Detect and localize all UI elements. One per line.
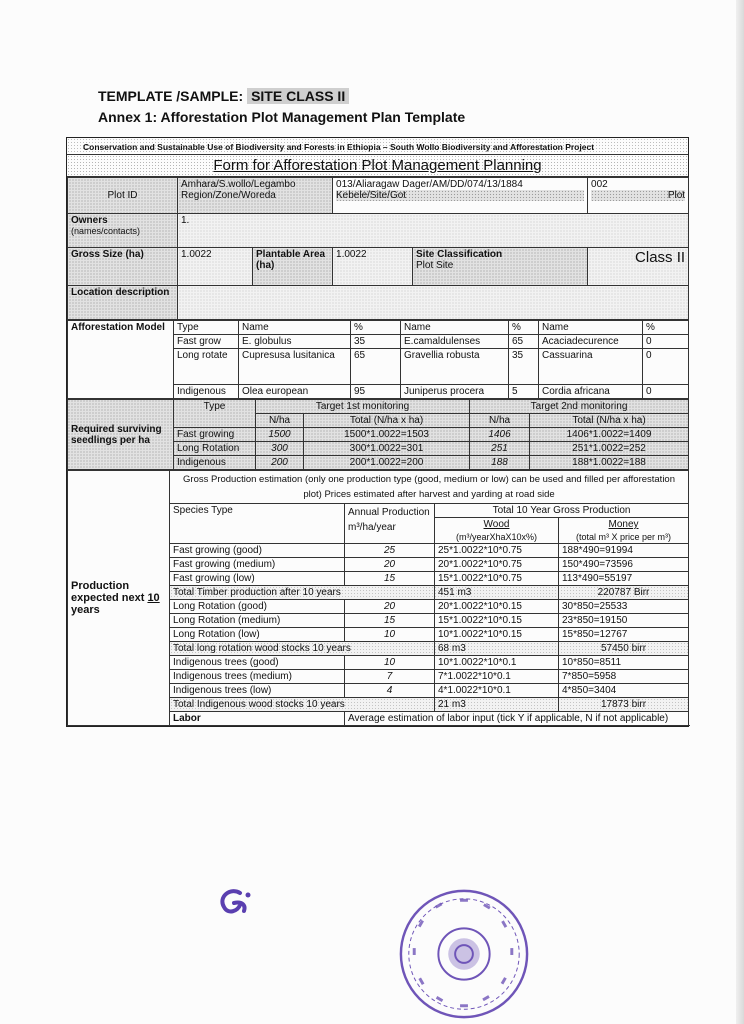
model-name: Cordia africana [539, 385, 643, 399]
annual: 4 [345, 684, 435, 698]
annual: 15 [345, 614, 435, 628]
money-header: Money [559, 518, 689, 532]
money-value: 15*850=12767 [559, 628, 689, 642]
model-name: Acaciadecurence [539, 335, 643, 349]
seedling-n2: 251 [470, 442, 530, 456]
wood-unit: (m³/yearXhaX10x%) [435, 531, 559, 544]
model-type: Indigenous [174, 385, 239, 399]
plot-id-label: Plot ID [68, 178, 178, 214]
site-class-highlight: SITE CLASS II [247, 88, 349, 104]
col-header: Name [239, 321, 351, 335]
seedlings-label: Required surviving seedlings per ha [68, 400, 174, 470]
col-header: % [643, 321, 689, 335]
model-name: Gravellia robusta [401, 349, 509, 385]
money-unit: (total m³ X price per m³) [559, 531, 689, 544]
annex-title: Annex 1: Afforestation Plot Management Plan Template [98, 109, 466, 125]
total-row-label: Total Indigenous wood stocks 10 years [170, 698, 435, 712]
model-pct: 0 [643, 385, 689, 399]
col-header: Type [174, 321, 239, 335]
model-name: Juniperus procera [401, 385, 509, 399]
col-header: % [351, 321, 401, 335]
total-wood: 21 m3 [435, 698, 559, 712]
wood-value: 10*1.0022*10*0.1 [435, 656, 559, 670]
money-value: 23*850=19150 [559, 614, 689, 628]
seedling-n1: 1500 [256, 428, 304, 442]
species-type-header: Species Type [170, 504, 345, 544]
wood-value: 15*1.0022*10*0.75 [435, 572, 559, 586]
model-name: Cupresusa lusitanica [239, 349, 351, 385]
page-edge-shadow [736, 0, 744, 1024]
plot-info-table [67, 177, 689, 320]
plot-number-value: 002 [591, 179, 608, 190]
wood-value: 25*1.0022*10*0.75 [435, 544, 559, 558]
seedling-t2: 1406*1.0022=1409 [530, 428, 689, 442]
model-name: E.camaldulenses [401, 335, 509, 349]
owners-sublabel: (names/contacts) [71, 226, 141, 236]
money-value: 30*850=25533 [559, 600, 689, 614]
money-value: 113*490=55197 [559, 572, 689, 586]
site-class-label-cell [413, 248, 588, 286]
seedling-n2: 1406 [470, 428, 530, 442]
money-value: 188*490=91994 [559, 544, 689, 558]
total-wood: 68 m3 [435, 642, 559, 656]
seedling-type: Fast growing [174, 428, 256, 442]
species: Indigenous trees (low) [170, 684, 345, 698]
model-pct: 35 [351, 335, 401, 349]
money-value: 4*850=3404 [559, 684, 689, 698]
total-money: 17873 birr [559, 698, 689, 712]
species: Long Rotation (medium) [170, 614, 345, 628]
official-stamp [395, 885, 533, 1023]
wood-value: 20*1.0022*10*0.15 [435, 600, 559, 614]
species: Indigenous trees (good) [170, 656, 345, 670]
site-class-label: Site Classification [416, 249, 503, 260]
total-header: Total 10 Year Gross Production [435, 504, 689, 518]
seedling-t2: 188*1.0022=188 [530, 456, 689, 470]
gross-size-value: 1.0022 [178, 248, 253, 286]
total-money: 57450 birr [559, 642, 689, 656]
kebele-label: Kebele/Site/Got [336, 190, 584, 201]
annual: 15 [345, 572, 435, 586]
total-money: 220787 Birr [559, 586, 689, 600]
annual: 20 [345, 558, 435, 572]
region-cell [178, 178, 333, 214]
seedling-type: Long Rotation [174, 442, 256, 456]
model-name: Cassuarina [539, 349, 643, 385]
col-header: % [509, 321, 539, 335]
model-pct: 0 [643, 335, 689, 349]
nha-header: N/ha [470, 414, 530, 428]
production-years-tail: years [71, 604, 100, 616]
wood-value: 4*1.0022*10*0.1 [435, 684, 559, 698]
seedling-t1: 300*1.0022=301 [304, 442, 470, 456]
species: Fast growing (good) [170, 544, 345, 558]
col-header: Name [401, 321, 509, 335]
plot-code-cell [333, 178, 588, 214]
production-label-cell [68, 471, 170, 726]
target2-header: Target 2nd monitoring [470, 400, 689, 414]
template-title [98, 88, 349, 104]
plantable-value: 1.0022 [333, 248, 413, 286]
site-class-sublabel: Plot Site [416, 260, 454, 271]
money-value: 10*850=8511 [559, 656, 689, 670]
wood-header: Wood [435, 518, 559, 532]
owners-label: Owners [71, 215, 108, 226]
labor-label: Labor [170, 712, 345, 726]
model-name: E. globulus [239, 335, 351, 349]
plot-code-value: 013/Aliaragaw Dager/AM/DD/074/13/1884 [336, 179, 523, 190]
afforestation-model-table [67, 320, 689, 399]
annual: 20 [345, 600, 435, 614]
management-plan-form [66, 137, 689, 727]
model-type: Long rotate [174, 349, 239, 385]
seedling-t1: 200*1.0022=200 [304, 456, 470, 470]
site-class-value: Class II [588, 248, 689, 286]
project-title: Conservation and Sustainable Use of Biodiversity and Forests in Ethiopia – South Wollo Biodiversity and Afforestation Project [67, 138, 688, 155]
region-value: Amhara/S.wollo/Legambo [181, 179, 296, 190]
afforestation-label: Afforestation Model [68, 321, 174, 399]
annual: 10 [345, 656, 435, 670]
model-type: Fast grow [174, 335, 239, 349]
model-pct: 35 [509, 349, 539, 385]
species: Long Rotation (low) [170, 628, 345, 642]
wood-value: 15*1.0022*10*0.15 [435, 614, 559, 628]
annual-header: Annual Production m³/ha/year [345, 504, 435, 544]
plot-number-cell [588, 178, 689, 214]
model-pct: 5 [509, 385, 539, 399]
seedlings-type-header: Type [174, 400, 256, 428]
form-title: Form for Afforestation Plot Management Planning [67, 155, 688, 177]
gross-size-label: Gross Size (ha) [68, 248, 178, 286]
model-pct: 65 [351, 349, 401, 385]
total2-header: Total (N/ha x ha) [530, 414, 689, 428]
species: Fast growing (medium) [170, 558, 345, 572]
production-table [67, 470, 689, 726]
seedling-n1: 200 [256, 456, 304, 470]
owners-value: 1. [178, 214, 689, 248]
production-years: 10 [147, 592, 160, 604]
annual: 7 [345, 670, 435, 684]
model-pct: 95 [351, 385, 401, 399]
template-title-prefix: TEMPLATE /SAMPLE: [98, 88, 244, 104]
seedling-t2: 251*1.0022=252 [530, 442, 689, 456]
model-pct: 65 [509, 335, 539, 349]
location-label: Location description [68, 286, 178, 320]
wood-value: 7*1.0022*10*0.1 [435, 670, 559, 684]
seedling-t1: 1500*1.0022=1503 [304, 428, 470, 442]
plantable-label: Plantable Area (ha) [253, 248, 333, 286]
seedling-type: Indigenous [174, 456, 256, 470]
species: Long Rotation (good) [170, 600, 345, 614]
total-row-label: Total long rotation wood stocks 10 years [170, 642, 435, 656]
col-header: Name [539, 321, 643, 335]
wood-value: 20*1.0022*10*0.75 [435, 558, 559, 572]
total-row-label: Total Timber production after 10 years [170, 586, 435, 600]
wood-value: 10*1.0022*10*0.15 [435, 628, 559, 642]
production-label: Production expected next [71, 580, 145, 604]
total1-header: Total (N/ha x ha) [304, 414, 470, 428]
species: Indigenous trees (medium) [170, 670, 345, 684]
plot-number-label: Plot [591, 190, 685, 201]
target1-header: Target 1st monitoring [256, 400, 470, 414]
species: Fast growing (low) [170, 572, 345, 586]
money-value: 150*490=73596 [559, 558, 689, 572]
annual: 10 [345, 628, 435, 642]
money-value: 7*850=5958 [559, 670, 689, 684]
annual: 25 [345, 544, 435, 558]
total-wood: 451 m3 [435, 586, 559, 600]
model-pct: 0 [643, 349, 689, 385]
location-value [178, 286, 689, 320]
nha-header: N/ha [256, 414, 304, 428]
seedling-n1: 300 [256, 442, 304, 456]
labor-note: Average estimation of labor input (tick Y if applicable, N if not applicable) [345, 712, 689, 726]
production-note: Gross Production estimation (only one production type (good, medium or low) can be used and filled per afforestation plot) Prices estimated after harvest and yarding at road side [170, 471, 689, 504]
seedlings-table [67, 399, 689, 470]
owners-label-cell [68, 214, 178, 248]
handwritten-mark [210, 885, 260, 925]
model-name: Olea european [239, 385, 351, 399]
region-sublabel: Region/Zone/Woreda [181, 190, 276, 201]
seedling-n2: 188 [470, 456, 530, 470]
